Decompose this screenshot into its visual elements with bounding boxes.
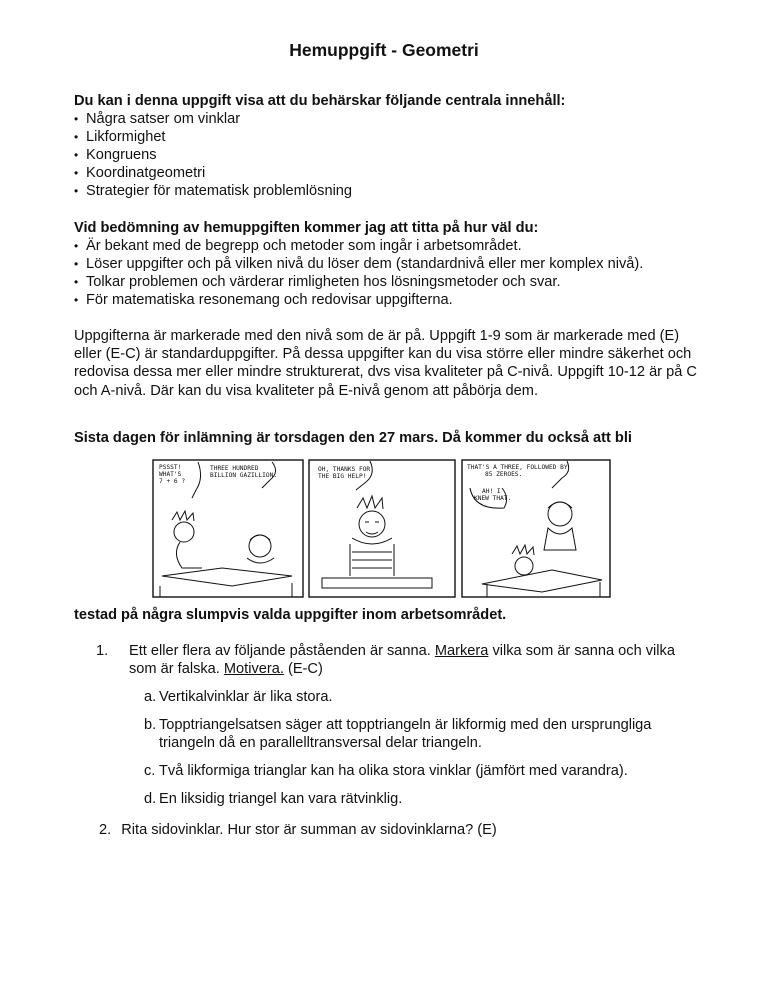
bubble-text: THAT'S A THREE, FOLLOWED BY [467,464,568,471]
question-text [129,642,696,678]
svg-text:PSSST!WHAT'S7 + 6 ?: PSSST! WHAT'S 7 + 6 ? [159,464,186,485]
question-level: (E-C) [283,661,323,677]
question-number: 1. [96,643,109,659]
svg-text:THAT'S A THREE, FOLLOWED BY85: THAT'S A THREE, FOLLOWED BY 85 ZEROES. [467,464,568,478]
markera-underlined: Markera [434,643,489,659]
statement-item: d. En liksidig triangel kan vara rätvinklig. [144,791,403,807]
levels-paragraph: Uppgifterna är markerade med den nivå som de är på. Uppgift 1-9 som är markerade med (E) eller (E-C) är standarduppgifter. På dessa uppgifter kan du visa större eller mindre säkerhet och redovisa dessa mer eller mindre strukturerat, dvs visa kvaliteter på C-nivå. Uppgift 10-12 är på C och A-nivå. Där kan du visa kvaliteter på E-nivå genom att påbörja dem. [74,328,697,399]
assessment-section [74,219,714,309]
list-item: • Är bekant med de begrepp och metoder som ingår i arbetsområdet. [74,237,714,255]
bubble-text: PSSST! [159,464,182,471]
motivera-underlined: Motivera. [223,661,284,677]
list-item: • Några satser om vinklar [74,110,714,128]
svg-text:AH! IKNEW THAT.: AH! I KNEW THAT. [474,488,512,502]
bubble-text: THREE HUNDRED [210,465,259,472]
svg-text:THREE HUNDREDBILLION GAZILLION: THREE HUNDRED BILLION GAZILLION. [210,465,278,479]
list-item: • Koordinatgeometri [74,164,714,182]
content-heading: Du kan i denna uppgift visa att du behärskar följande centrala innehåll: [74,93,566,109]
comic-panel-3 [462,460,610,597]
list-item: • Strategier för matematisk problemlösning [74,182,714,200]
question-text-part: vilka som är sanna och vilka som är falska. [129,643,675,677]
question-2 [99,822,699,838]
svg-text:OH, THANKS FORTHE BIG HELP!: OH, THANKS FOR THE BIG HELP! [318,466,371,480]
question-number: 2. [99,822,112,838]
list-item: • Löser uppgifter och på vilken nivå du löser dem (standardnivå eller mer komplex nivå). [74,255,714,273]
statement-item: b. Topptriangelsatsen säger att topptriangeln är likformig med den ursprungliga triangeln då en parallelltransversal delar triangeln. [144,717,652,751]
question-text: Rita sidovinklar. Hur stor är summan av sidovinklarna? (E) [121,822,497,838]
statement-item: a. Vertikalvinklar är lika stora. [144,689,333,705]
bubble-text: AH! I [482,488,501,495]
assessment-list [74,237,714,309]
question-1 [96,642,696,818]
comic-strip-image [152,458,612,600]
list-item: • Kongruens [74,146,714,164]
content-section [74,92,714,200]
bubble-text: OH, THANKS FOR [318,466,371,473]
statement-list [144,688,696,808]
page-title: Hemuppgift - Geometri [289,40,479,60]
content-list [74,110,714,200]
comic-panel-2 [309,460,455,597]
statement-item: c. Två likformiga trianglar kan ha olika stora vinklar (jämfört med varandra). [144,763,628,779]
list-item: • Likformighet [74,128,714,146]
deadline-text: Sista dagen för inlämning är torsdagen den 27 mars. Då kommer du också att bli [74,430,632,446]
deadline-text-continued: testad på några slumpvis valda uppgifter inom arbetsområdet. [74,607,507,623]
question-text-part: Ett eller flera av följande påståenden är sanna. [129,643,435,659]
list-item: • För matematiska resonemang och redovisar uppgifterna. [74,291,714,309]
assessment-heading: Vid bedömning av hemuppgiften kommer jag att titta på hur väl du: [74,220,539,236]
list-item: • Tolkar problemen och värderar rimligheten hos lösningsmetoder och svar. [74,273,714,291]
